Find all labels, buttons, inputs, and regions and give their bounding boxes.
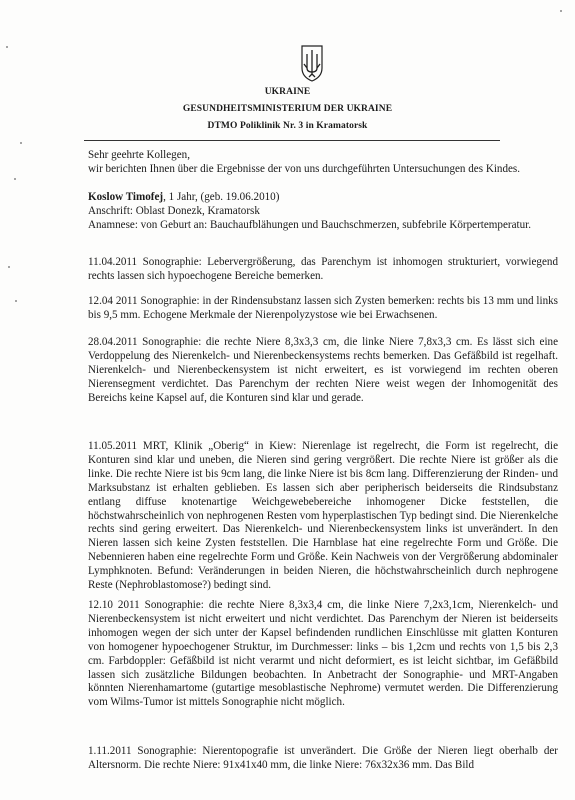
report-paragraph: 1.11.2011 Sonographie: Nierentopografie ist unverändert. Die Größe der Nieren liegt oberhalb der Altersnorm. Die rechte Niere: 91x41x40 mm, die linke Niere: 76x32x36 mm. Das Bild xyxy=(88,745,558,771)
patient-anamnesis: Anamnese: von Geburt an: Bauchaufblähungen und Bauchschmerzen, subfebrile Körpertemperatur. xyxy=(88,218,531,231)
scan-speck xyxy=(560,10,562,12)
salutation-block xyxy=(88,149,558,177)
report-paragraph: 11.04.2011 Sonographie: Lebervergrößerung, das Parenchym ist inhomogen strukturiert, vorwiegend rechts lassen sich hypoechogene Bereiche bemerken. xyxy=(88,256,558,282)
report-paragraph: 11.05.2011 MRT, Klinik „Oberig“ in Kiew: Nierenlage ist regelrecht, die Form ist regelrecht, die Konturen sind klar und uneben, die Nieren sind gering vergrößert. Die rechte Niere ist größer als die linke. Die rechte Niere ist bis 9cm lang, die linke Niere ist bis 8cm lang. Differenzierung der Rinden- und Marksubstanz ist erhalten geblieben. Es lassen sich aber peripherisch beiderseits die Rindsubstanz entlang diffuse knotenartige Weichgewebebereiche inhomogener Dicke feststellen, die höchstwahrscheinlich von nephrogenen Resten vom hyperplastischen Typ bedingt sind. Die Nierenkelche rechts sind gering erweitert. Das Nierenkelch- und Nierenbeckensystem links ist unverändert. In den Nieren lassen sich keine Zysten feststellen. Die Harnblase hat eine regelrechte Form und Größe. Die Nebennieren haben eine regelrechte Form und Größe. Kein Nachweis von der Vergrößerung abdominaler Lymphknoten. Befund: Veränderungen in beiden Nieren, die höchstwahrscheinlich durch nephrogene Reste (Nephroblastomose?) bedingt sind. xyxy=(88,440,558,592)
report-paragraph: 12.10 2011 Sonographie: die rechte Niere 8,3x3,4 cm, die linke Niere 7,2x3,1cm, Nierenkelch- und Nierenbeckensystem ist nicht erweitert und nicht verdichtet. Das Parenchym der Nieren ist beiderseits inhomogen wegen der sich unter der Kapsel befindenden rundlichen Einschlüsse mit glatten Konturen von homogener hypoechogener Struktur, im Durchmesser: links – bis 1,2cm und rechts von 1,5 bis 2,3 cm. Farbdoppler: Gefäßbild ist nicht verarmt und nicht deformiert, es ist leicht sichtbar, im Gefäßbild lassen sich zusätzliche Bildungen beobachten. In Anbetracht der Sonographie- und MRT-Angaben könnten Nierenhamartome (gutartige mesoblastische Nephrome) vermutet werden. Die Differenzierung vom Wilms-Tumor ist mittels Sonographie nicht möglich. xyxy=(88,599,558,709)
scan-speck xyxy=(14,178,16,180)
report-paragraph: 12.04 2011 Sonographie: in der Rindensubstanz lassen sich Zysten bemerken: rechts bis 13 mm und links bis 9,5 mm. Echogene Merkmale der Nierenpolyzystose wie bei Erwachsenen. xyxy=(88,295,558,321)
ministry-heading: GESUNDHEITSMINISTERIUM DER UKRAINE xyxy=(182,104,393,114)
header-divider xyxy=(84,140,500,141)
patient-name: Koslow Timofej xyxy=(88,191,164,203)
patient-address: Anschrift: Oblast Donezk, Kramatorsk xyxy=(88,204,260,217)
scan-speck xyxy=(15,300,17,302)
coat-of-arms-icon xyxy=(300,44,324,82)
report-paragraph: 28.04.2011 Sonographie: die rechte Niere 8,3x3,3 cm, die linke Niere 7,8x3,3 cm. Es lässt sich eine Verdoppelung des Nierenkelch- und Nierenbeckensystems rechts bemerken. Das Gefäßbild ist regelhaft. Nierenkelch- und Nierenbeckensystem ist nicht erweitert, es ist vorwiegend im rechten oberen Nierensegment verdichtet. Das Parenchym der rechten Niere weist wegen der Inhomogenität des Bereichs keine Kapsel auf, die Konturen sind klar und gerade. xyxy=(88,336,558,404)
country-heading: UKRAINE xyxy=(264,87,311,97)
patient-block xyxy=(88,191,558,233)
clinic-heading: DTMO Poliklinik Nr. 3 in Kramatorsk xyxy=(207,121,368,131)
intro-text: wir berichten Ihnen über die Ergebnisse der von uns durchgeführten Untersuchungen des Kindes. xyxy=(88,162,521,175)
patient-info: , 1 Jahr, (geb. 19.06.2010) xyxy=(163,191,280,203)
scan-speck xyxy=(20,142,22,144)
scan-speck xyxy=(6,46,8,48)
greeting: Sehr geehrte Kollegen, xyxy=(88,149,190,161)
scan-speck xyxy=(8,266,10,268)
